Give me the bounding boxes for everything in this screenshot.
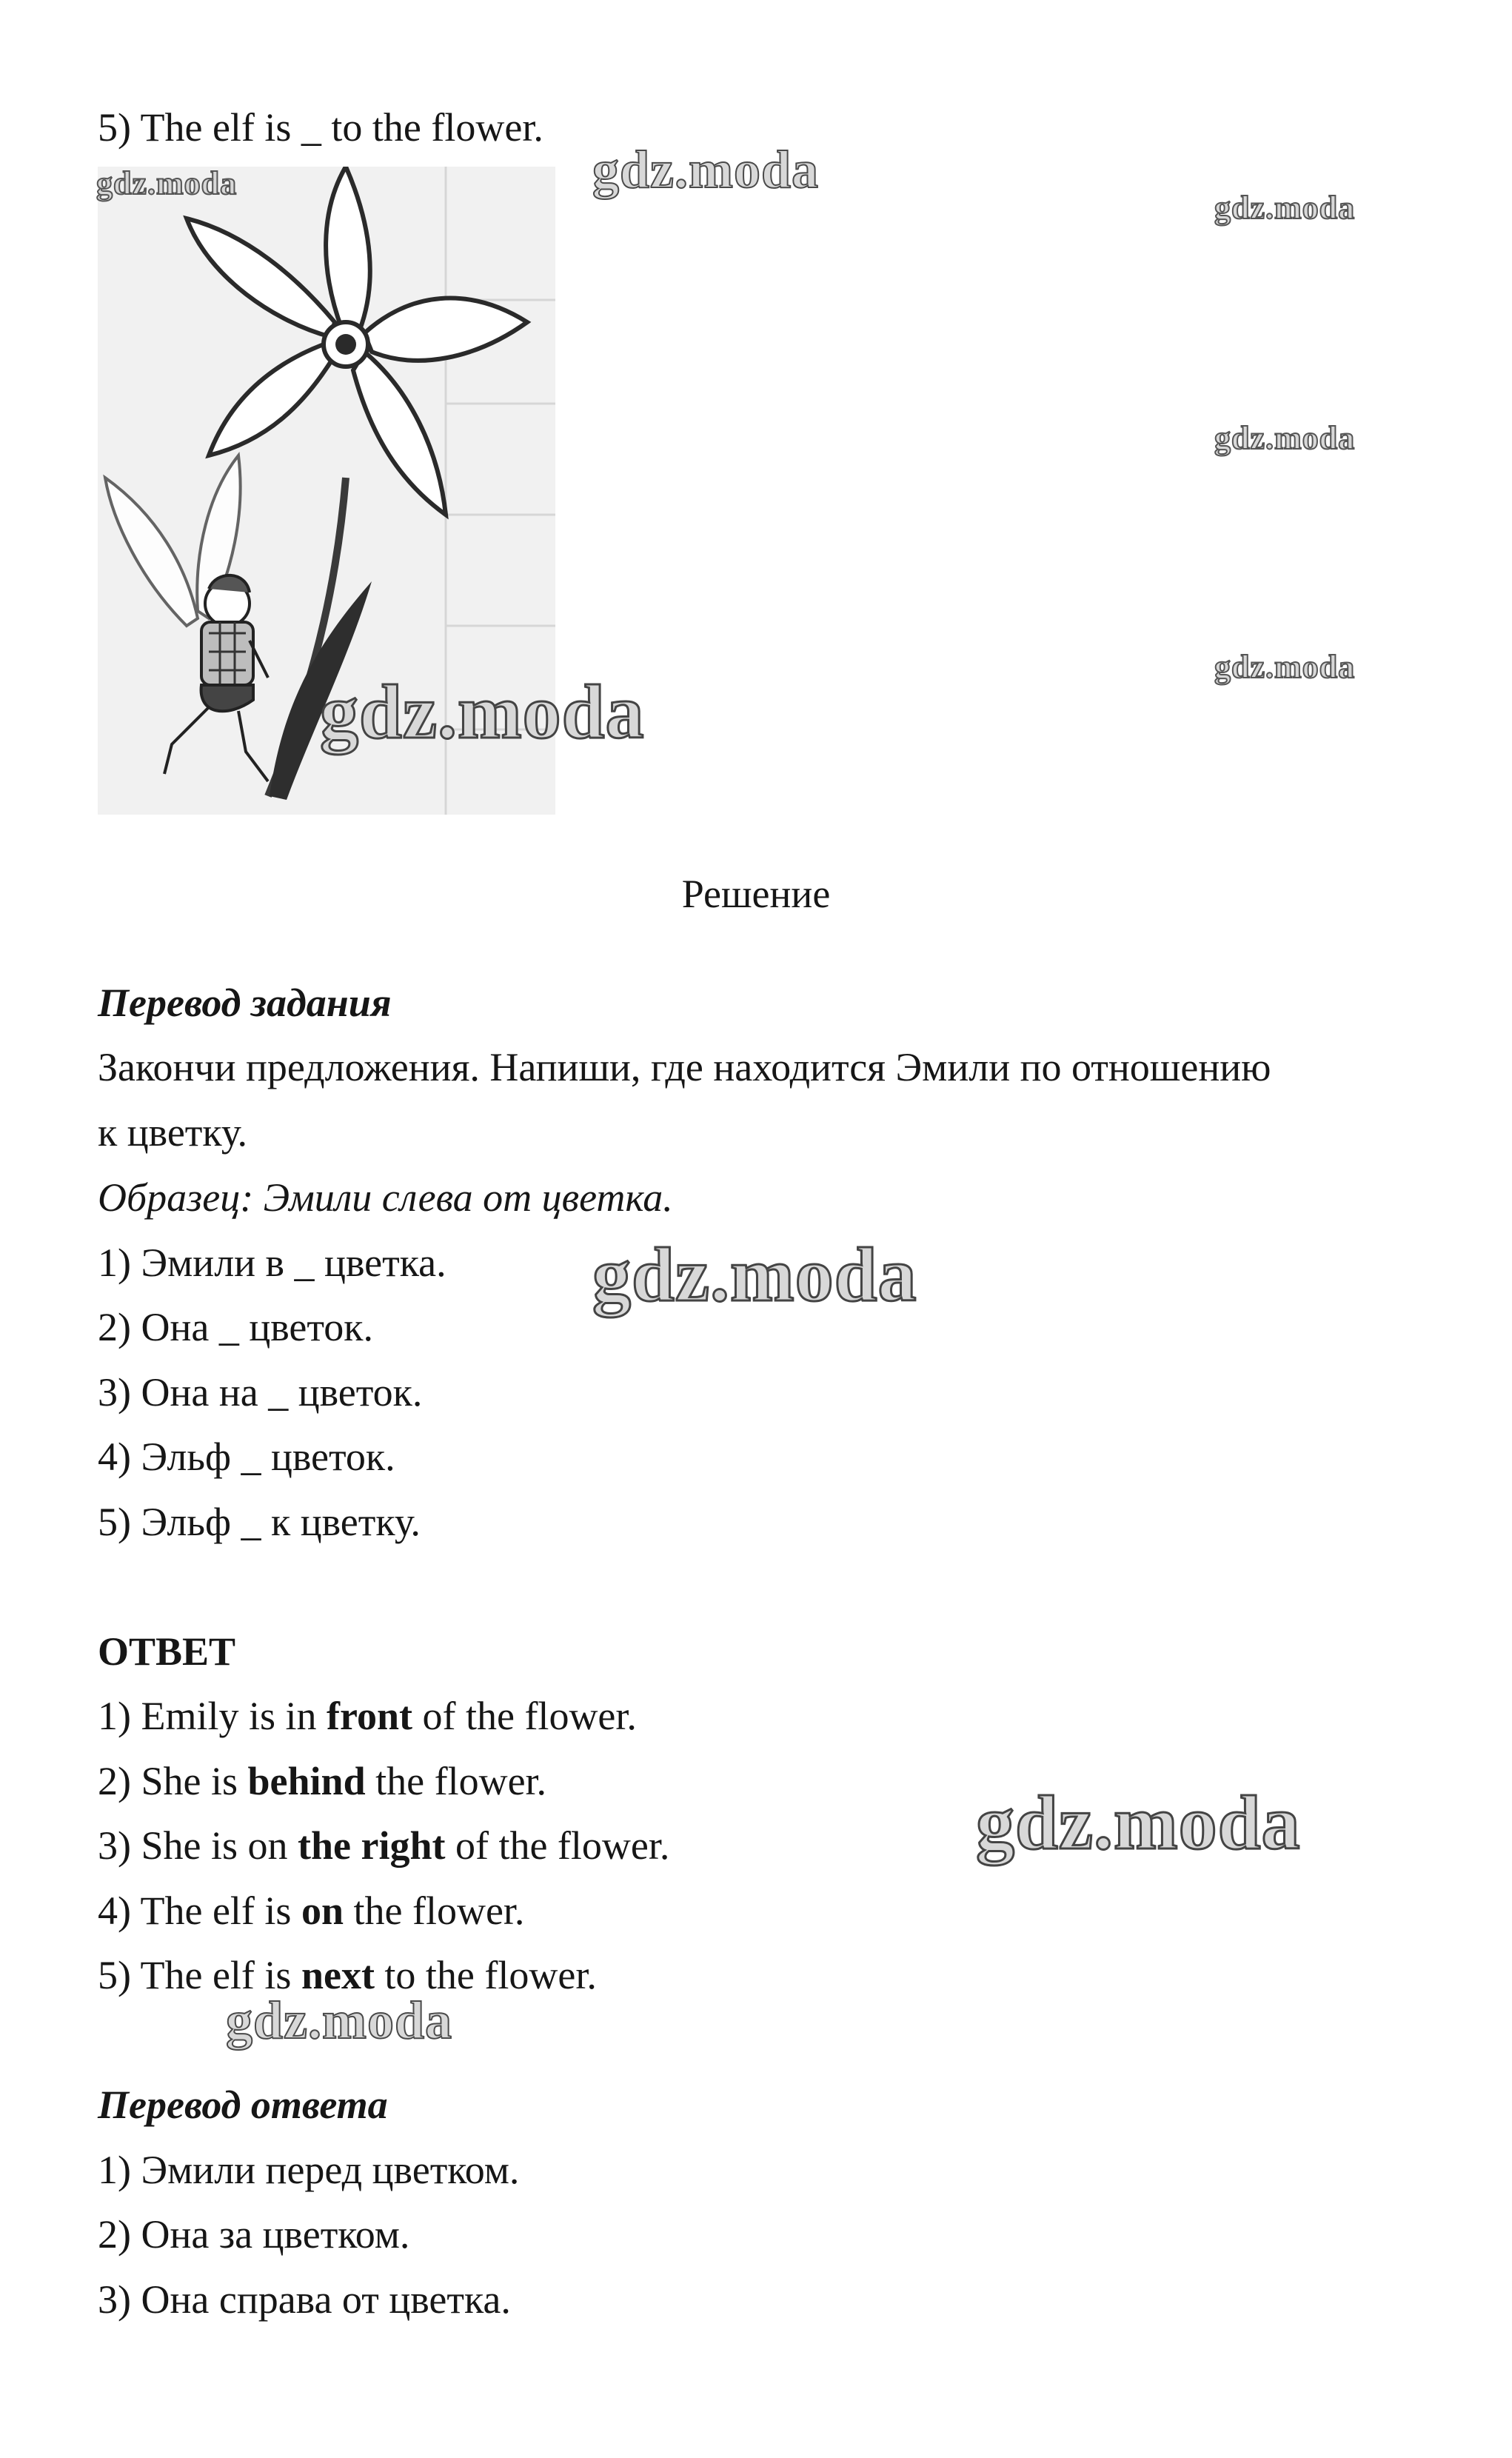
answer-item: 5) The elf is next to the flower. [98,1953,597,1997]
task-line: 5) The elf is _ to the flower. [98,105,543,150]
translation-item: 2) Она _ цветок. [98,1305,374,1349]
watermark-on-picture: gdz.moda [320,669,645,755]
answer-heading: ОТВЕТ [98,1629,236,1674]
watermark-top-center: gdz.moda [592,140,820,199]
answer-item: 2) She is behind the flower. [98,1759,547,1803]
translation-instruction-2: к цветку. [98,1110,247,1155]
watermark-small-top-left: gdz.moda [96,165,238,201]
translation-heading: Перевод задания [98,981,392,1025]
answer-translation-item: 1) Эмили перед цветком. [98,2148,520,2192]
answer-item: 1) Emily is in front of the flower. [98,1694,637,1738]
answer-translation-item: 3) Она справа от цветка. [98,2277,511,2322]
translation-item: 4) Эльф _ цветок. [98,1435,395,1479]
translation-instruction-1: Закончи предложения. Напиши, где находится Эмили по отношению [98,1045,1271,1089]
watermark-answer-right: gdz.moda [976,1780,1301,1866]
watermark-right-2: gdz.moda [1214,420,1356,456]
translation-item: 3) Она на _ цветок. [98,1370,423,1415]
answer-item: 3) She is on the right of the flower. [98,1823,670,1868]
answer-item: 4) The elf is on the flower. [98,1888,525,1933]
translation-example: Образец: Эмили слева от цветка. [98,1175,673,1220]
translation-item: 1) Эмили в _ цветка. [98,1240,446,1285]
translation-item: 5) Эльф _ к цветку. [98,1500,421,1544]
answer-translation-item: 2) Она за цветком. [98,2212,410,2257]
watermark-right-3: gdz.moda [1214,649,1356,685]
watermark-right-1: gdz.moda [1214,190,1356,226]
answer-translation-heading: Перевод ответа [98,2083,388,2127]
watermark-answer-bottom: gdz.moda [226,1991,453,2050]
watermark-translation: gdz.moda [592,1232,917,1317]
solution-heading: Решение [681,872,831,916]
